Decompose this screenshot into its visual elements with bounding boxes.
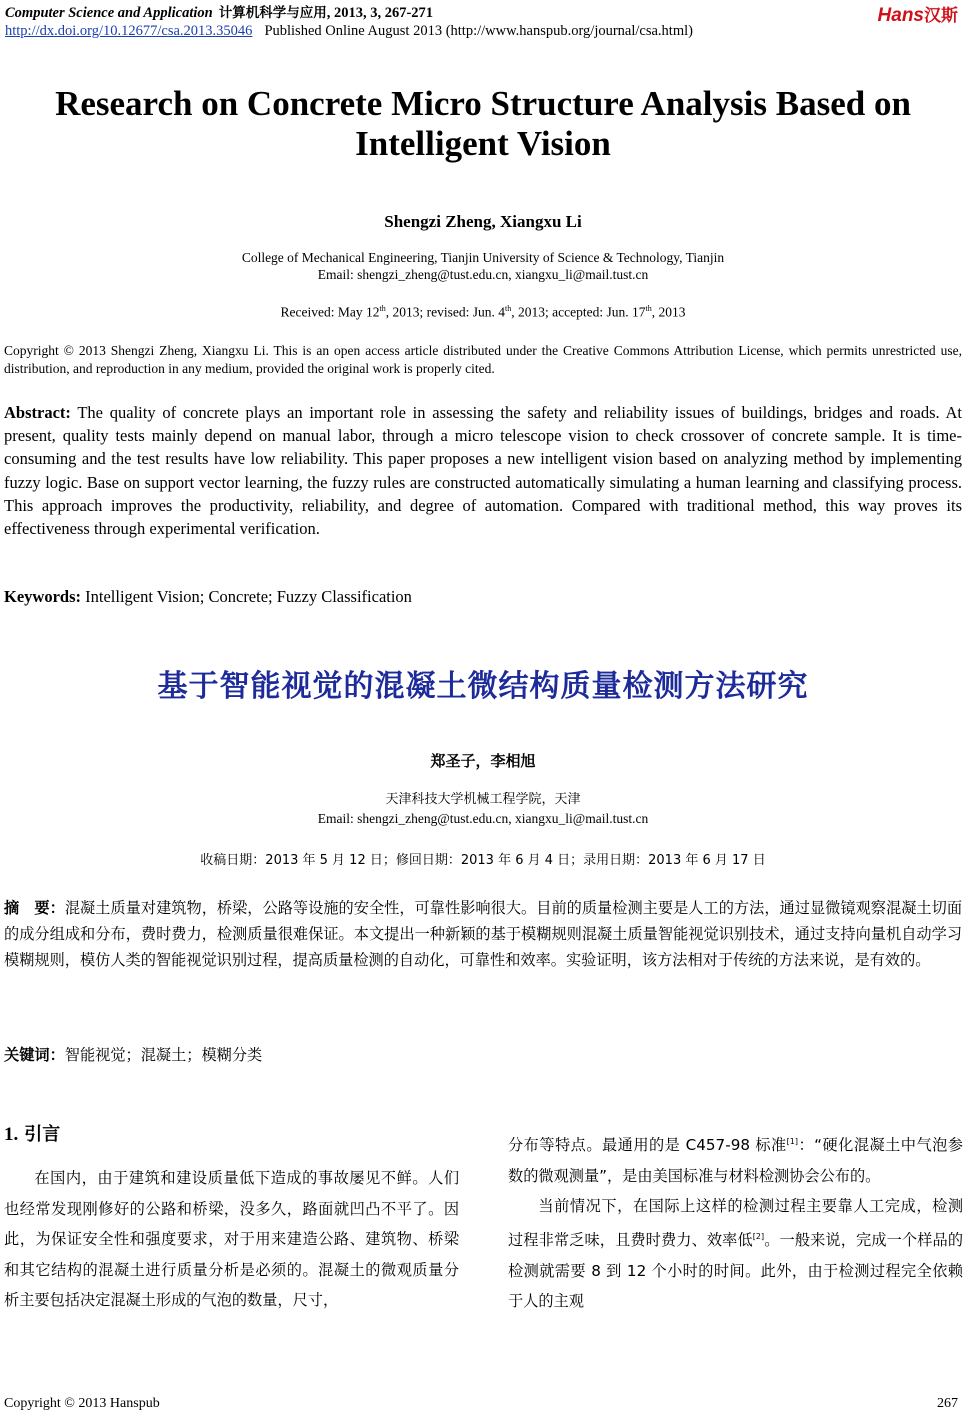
keywords-cn-text: 智能视觉；混凝土；模糊分类 xyxy=(64,1046,263,1064)
authors-en: Shengzi Zheng, Xiangxu Li xyxy=(384,212,582,231)
affiliation-en: College of Mechanical Engineering, Tianjin University of Science & Technology, Tianjin xyxy=(241,250,725,265)
body-column-left xyxy=(4,1163,459,1316)
body-paragraph: 在国内，由于建筑和建设质量低下造成的事故屡见不鲜。人们也经常发现刚修好的公路和桥梁，没多久，路面就凹凸不平了。因此，为保证安全性和强度要求，对于用来建造公路、建筑物、桥梁和其它结构的混凝土进行质量分析是必须的。混凝土的微观质量分析主要包括决定混凝土形成的气泡的数量，尺寸， xyxy=(4,1169,459,1310)
keywords-en-label: Keywords: xyxy=(4,587,81,606)
paper-title-cn: 基于智能视觉的混凝土微结构质量检测方法研究 xyxy=(157,669,809,704)
page-number: 267 xyxy=(937,1396,958,1411)
footer-copyright: Copyright © 2013 Hanspub xyxy=(4,1396,160,1411)
keywords-en-text: Intelligent Vision; Concrete; Fuzzy Classification xyxy=(81,587,412,606)
keywords-cn-label: 关键词： xyxy=(4,1046,65,1064)
doi-line xyxy=(5,23,693,40)
journal-volume: , 2013, 3, 267-271 xyxy=(326,5,434,21)
section-number: 1. xyxy=(4,1124,19,1145)
citation-ref[interactable]: [2] xyxy=(752,1231,765,1241)
abstract-en-text: The quality of concrete plays an important role in assessing the safety and reliability issues of buildings, bridges and roads. At present, quality tests mainly depend on manual labor, through a micro telescope vision to check crossover of concrete sample. It is time-consuming and the test results have low reliability. This paper proposes a new intelligent vision based on analyzing method by implementing fuzzy logic. Base on support vector learning, the fuzzy rules are constructed automatically simulating a human learning and classifying process. This approach improves the productivity, reliability, and degree of automation. Compared with traditional method, this way proves its effectiveness through experimental verification. xyxy=(4,403,962,539)
email-cn: Email: shengzi_zheng@tust.edu.cn, xiangxu_li@mail.tust.cn xyxy=(317,811,649,826)
journal-header-line xyxy=(5,1,433,22)
authors-cn: 郑圣子，李相旭 xyxy=(430,752,536,770)
affiliation-cn-block xyxy=(0,790,966,828)
abstract-cn xyxy=(4,895,962,973)
received-dates-en: Received: May 12th, 2013; revised: Jun. 4th, 2013; accepted: Jun. 17th, 2013 xyxy=(280,304,686,320)
paper-title-en: Research on Concrete Micro Structure Analysis Based on Intelligent Vision xyxy=(55,84,911,163)
keywords-en xyxy=(4,587,962,607)
affiliation-en-block xyxy=(0,249,966,283)
section-heading xyxy=(4,1120,60,1146)
abstract-cn-label: 摘 要： xyxy=(4,899,65,917)
section-title: 引言 xyxy=(24,1124,61,1145)
body-column-right xyxy=(508,1127,963,1317)
received-dates-cn: 收稿日期：2013 年 5 月 12 日；修回日期：2013 年 6 月 4 日；录用日期：2013 年 6 月 17 日 xyxy=(200,853,766,868)
abstract-en-label: Abstract: xyxy=(4,403,71,422)
email-en: Email: shengzi_zheng@tust.edu.cn, xiangxu_li@mail.tust.cn xyxy=(317,267,649,282)
body-paragraph: 当前情况下，在国际上这样的检测过程主要靠人工完成，检测过程非常乏味，且费时费力、效率低[2]。一般来说，完成一个样品的检测就需要 8 到 12 个小时的时间。此外，由于检测过程完全依赖于人的主观 xyxy=(508,1197,964,1311)
journal-name-cn: 计算机科学与应用 xyxy=(218,5,327,21)
copyright-notice-en: Copyright © 2013 Shengzi Zheng, Xiangxu Li. This is an open access article distributed under the Creative Commons Attribution License, which permits unrestricted use, distribution, and reproduction in any medium, provided the original work is properly cited. xyxy=(4,343,962,376)
affiliation-cn: 天津科技大学机械工程学院，天津 xyxy=(385,792,581,807)
hanspub-logo: Hans汉斯 xyxy=(877,5,958,26)
doi-link[interactable]: http://dx.doi.org/10.12677/csa.2013.35046 xyxy=(5,23,253,39)
published-online: Published Online August 2013 (http://www.hanspub.org/journal/csa.html) xyxy=(264,23,693,39)
abstract-en xyxy=(4,401,962,540)
citation-ref[interactable]: [1] xyxy=(786,1137,798,1146)
body-paragraph: 分布等特点。最通用的是 C457-98 标准[1]：“硬化混凝土中气泡参数的微观测量”，是由美国标准与材料检测协会公布的。 xyxy=(508,1136,963,1185)
abstract-cn-text: 混凝土质量对建筑物，桥梁，公路等设施的安全性，可靠性影响很大。目前的质量检测主要是人工的方法，通过显微镜观察混凝土切面的成分组成和分布，费时费力，检测质量很难保证。本文提出一种新颖的基于模糊规则混凝土质量智能视觉识别技术，通过支持向量机自动学习模糊规则，模仿人类的智能视觉识别过程，提高质量检测的自动化，可靠性和效率。实验证明，该方法相对于传统的方法来说，是有效的。 xyxy=(4,899,963,969)
keywords-cn xyxy=(4,1044,962,1065)
journal-name-en: Computer Science and Application xyxy=(5,5,213,21)
